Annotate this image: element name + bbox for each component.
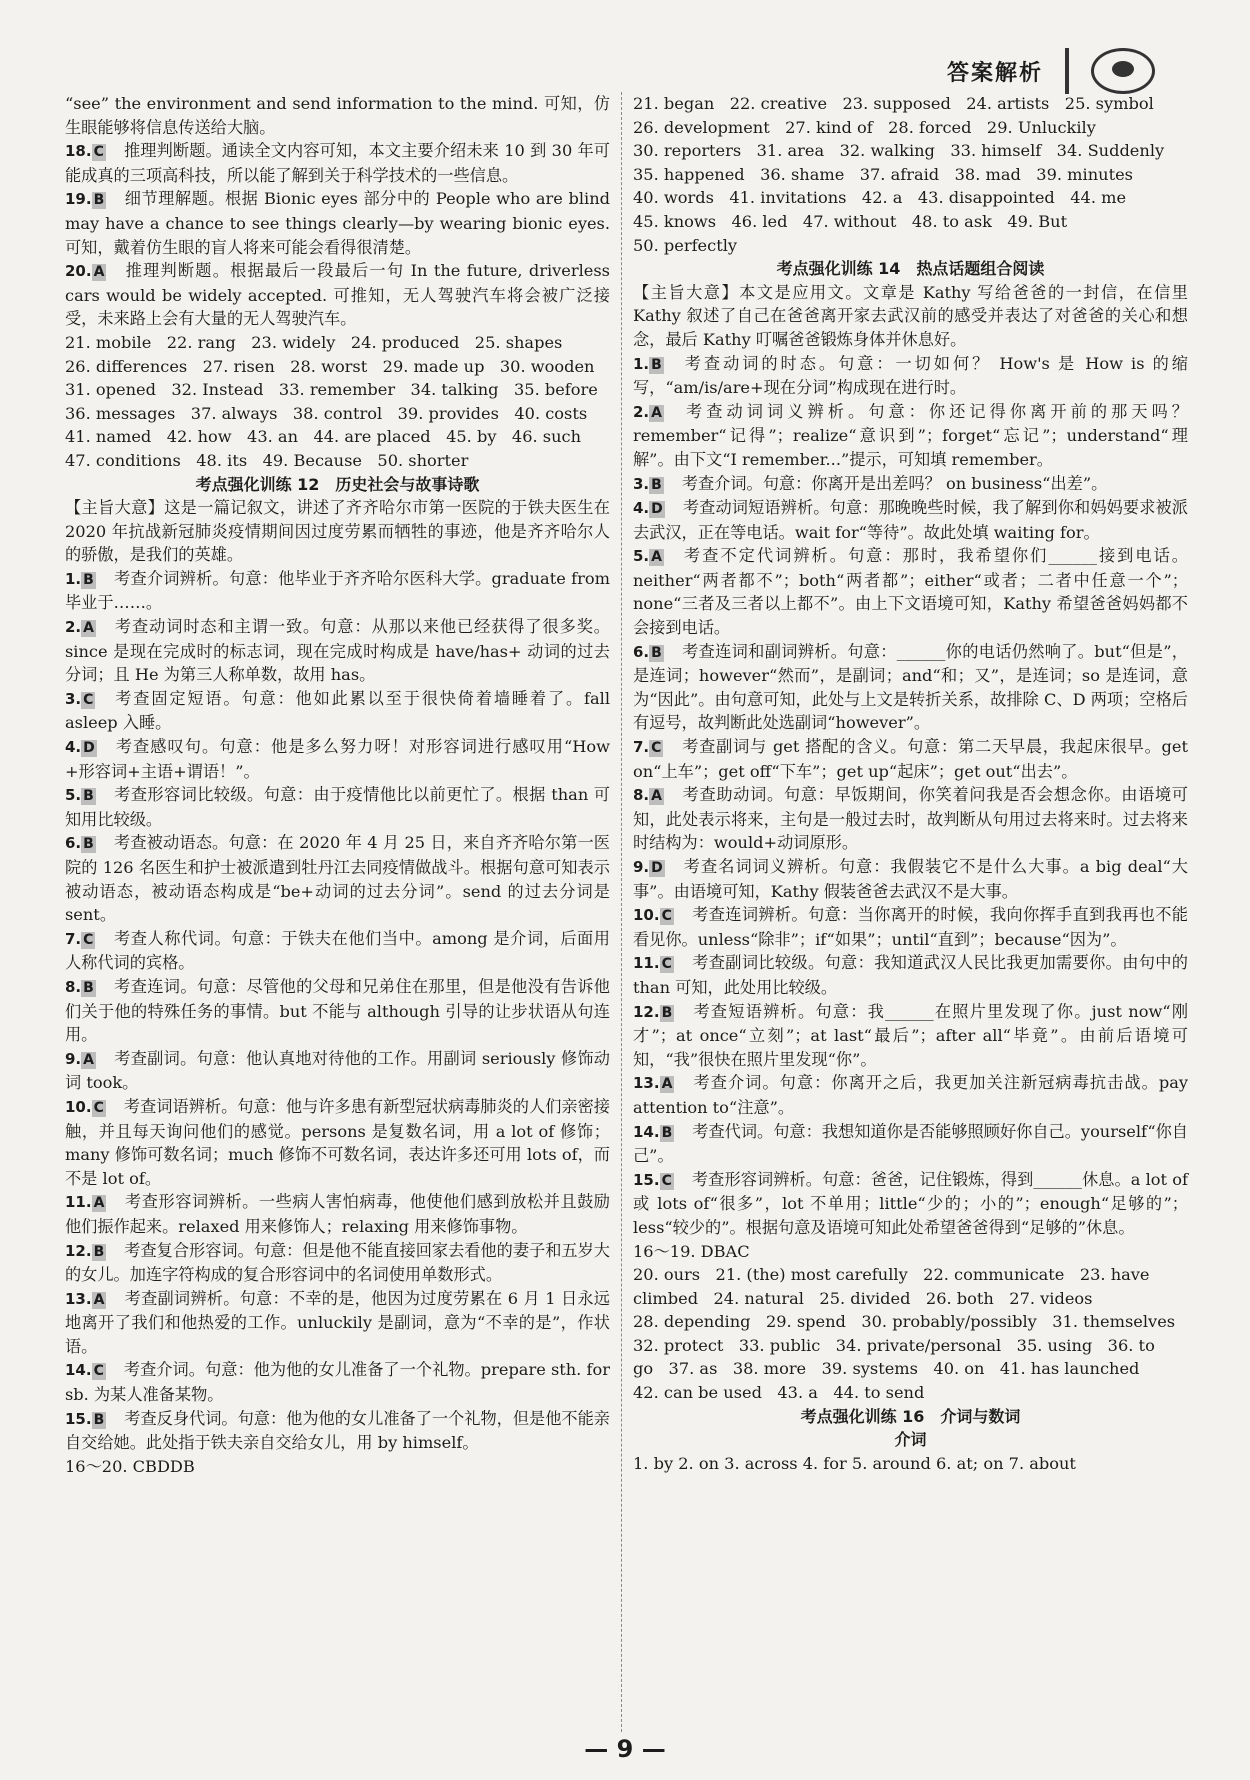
fill-line: 21. began 22. creative 23. supposed 24. artists 25. symbol	[633, 94, 1154, 113]
answer-item	[65, 1287, 610, 1359]
fill-line: climbed 24. natural 25. divided 26. both 27. videos	[633, 1288, 1093, 1308]
item-number: 9.	[65, 1049, 82, 1068]
explanation-text: 推理判断题。根据最后一段最后一句 In the future, driverless cars would be widely accepted. 可推知，无人驾驶汽车将会被广泛接受，未来路上会有大量的无人驾驶汽车。	[65, 261, 610, 329]
fill-line: 41. named 42. how 43. an 44. are placed 45. by 46. such	[65, 427, 582, 447]
item-number: 13.	[633, 1074, 660, 1093]
answer-badge: B	[93, 192, 105, 209]
answer-item	[65, 1095, 610, 1190]
fill-line: 50. perfectly	[633, 235, 738, 255]
fill-line: 28. depending 29. spend 30. probably/possibly 31. themselves	[633, 1312, 1176, 1332]
answer-badge: B	[83, 979, 94, 996]
explanation-text: 考查副词与 get 搭配的含义。句意：第二天早晨，我起床很早。get on“上车”；get off“下车”；get up“起床”；get out“出去”。	[633, 737, 1188, 781]
explanation-text: 推理判断题。通读全文内容可知，本文主要介绍未来 10 到 30 年可能成真的三项高科技，所以能了解到关于科学技术的一些信息。	[65, 141, 610, 185]
explanation-text: 考查短语辨析。句意：我______在照片里发现了你。just now“刚才”；at once“立刻”；at last“最后”；after all“毕竟”。由前后语境可知，“我”很快在照片里发现“你”。	[633, 1001, 1188, 1069]
item-number: 15.	[633, 1170, 660, 1189]
explanation-text: 考查名词词义辨析。句意：我假装它不是什么大事。a big deal“大事”。由语境可知，Kathy 假装爸爸去武汉不是大事。	[633, 857, 1188, 901]
answer-item	[65, 1407, 610, 1455]
item-number: 5.	[633, 547, 650, 566]
item-number: 8.	[65, 977, 82, 996]
answer-badge: A	[93, 1291, 105, 1308]
section-title-16: 考点强化训练 16 介词与数词	[800, 1406, 1021, 1426]
answer-item	[65, 1239, 610, 1287]
item-number: 9.	[633, 858, 650, 876]
explanation-text: 考查反身代词。句意：他为他的女儿准备了一个礼物，但是他不能亲自交给她。此处指于铁夫亲自交给女儿，用 by himself。	[65, 1408, 610, 1453]
answer-badge: C	[661, 1172, 672, 1189]
answer-badge: B	[661, 1004, 673, 1021]
explanation-text: 考查不定代词辨析。句意：那时，我希望你们______接到电话。neither“两者都不”；both“两者都”；either“或者；二者中任意一个”；none“三者及三者以上都不”。由上下文语境可知，Kathy 希望爸爸妈妈都不会接到电话。	[633, 546, 1188, 638]
answer-item	[65, 1358, 610, 1406]
answer-list-b	[65, 567, 610, 1455]
answer-item	[65, 187, 610, 259]
answer-item	[633, 544, 1188, 639]
explanation-text: 考查形容词辨析。句意：爸爸，记住锻炼，得到______休息。a lot of 或 lots of“很多”，lot 不单用；little“少的；小的”；enough“足够的”；less“较少的”。根据句意及语境可知此处希望爸爸得到“足够的”休息。	[633, 1169, 1188, 1237]
item-number: 10.	[633, 906, 660, 925]
item-number: 2.	[65, 618, 82, 637]
answer-badge: A	[651, 404, 662, 421]
page-number: — 9 —	[584, 1735, 666, 1763]
item-number: 19.	[65, 190, 92, 209]
page-header	[947, 48, 1155, 94]
answer-item	[633, 855, 1188, 903]
fill-line: 21. mobile 22. rang 23. widely 24. produced 25. shapes	[65, 332, 563, 352]
answer-badge: C	[83, 691, 94, 708]
item-number: 1.	[65, 569, 82, 588]
answer-item	[65, 615, 610, 687]
item-number: 11.	[633, 954, 660, 973]
answer-item	[65, 783, 610, 831]
item-number: 14.	[65, 1361, 92, 1380]
answer-item	[633, 640, 1188, 735]
fill-line: 40. words 41. invitations 42. a 43. disappointed 44. me	[633, 188, 1127, 208]
item-number: 1.	[633, 354, 650, 373]
explanation-text: 考查副词比较级。句意：我知道武汉人民比我更加需要你。由句中的 than 可知，此处用比较级。	[633, 953, 1188, 997]
answer-list-a	[65, 139, 610, 331]
answer-badge: D	[651, 860, 663, 876]
answer-list-c	[633, 352, 1188, 1240]
explanation-text: 考查被动语态。句意：在 2020 年 4 月 25 日，来自齐齐哈尔第一医院的 126 名医生和护士被派遣到牡丹江去同疫情做战斗。根据句意可知表示被动语态，被动语态构成是“be+动词的过去分词”。send 的过去分词是 sent。	[65, 833, 610, 925]
item-number: 14.	[633, 1122, 660, 1141]
answer-badge: B	[651, 476, 662, 493]
explanation-text: 考查介词。句意：你离开之后，我更加关注新冠病毒抗击战。pay attention to“注意”。	[633, 1073, 1188, 1117]
explanation-text: 考查介词。句意：你离开是出差吗？ on business“出差”。	[681, 473, 1108, 493]
answer-item	[633, 951, 1188, 999]
right-column	[633, 92, 1188, 1475]
fill-line: 26. development 27. kind of 28. forced 29. Unluckily	[633, 117, 1096, 137]
explanation-text: 考查连词辨析。句意：当你离开的时候，我向你挥手直到我再也不能看见你。unless“除非”；if“如果”；until“直到”；because“因为”。	[633, 905, 1188, 949]
summary-12: 【主旨大意】这是一篇记叙文，讲述了齐齐哈尔市第一医院的于铁夫医生在 2020 年抗战新冠肺炎疫情期间因过度劳累而牺牲的事迹，他是齐齐哈尔人的骄傲，是我们的英雄。	[65, 498, 610, 565]
answer-badge: B	[93, 1411, 105, 1428]
fill-line: 35. happened 36. shame 37. afraid 38. mad 39. minutes	[633, 164, 1133, 184]
item-number: 15.	[65, 1409, 92, 1428]
explanation-text: 考查连词和副词辨析。句意：______你的电话仍然响了。but“但是”，是连词；however“然而”，是副词；and“和；又”，是连词；so 是连词，意为“因此”。由句意可知，此处与上文是转折关系，故排除 C、D 两项；空格后有逗号，故判断此处选副词“however”。	[633, 641, 1188, 733]
intro-text: “see” the environment and send information to the mind. 可知，仿生眼能够将信息传送给大脑。	[65, 94, 610, 137]
item-number: 3.	[65, 689, 82, 708]
item-number: 5.	[65, 786, 82, 805]
fill-line: 45. knows 46. led 47. without 48. to ask 49. But	[633, 211, 1068, 231]
explanation-text: 考查代词。句意：我想知道你是否能够照顾好你自己。yourself“你自己”。	[633, 1121, 1188, 1166]
answer-badge: A	[83, 620, 94, 637]
item-number: 8.	[633, 786, 650, 805]
answer-item	[633, 1168, 1188, 1240]
answer-item	[65, 735, 610, 783]
explanation-text: 考查介词。句意：他为他的女儿准备了一个礼物。prepare sth. for sb. 为某人准备某物。	[65, 1360, 610, 1405]
answer-item	[65, 975, 610, 1047]
answer-badge: B	[83, 836, 94, 853]
item-number: 2.	[633, 402, 650, 421]
answer-badge: C	[83, 931, 94, 948]
header-divider	[1065, 48, 1069, 94]
fill-line: 20. ours 21. (the) most carefully 22. communicate 23. have	[633, 1265, 1150, 1285]
explanation-text: 考查形容词比较级。句意：由于疫情他比以前更忙了。根据 than 可知用比较级。	[65, 785, 610, 829]
answer-item	[65, 831, 610, 926]
answer-item	[633, 783, 1188, 855]
answer-item	[65, 259, 610, 331]
answer-badge: A	[83, 1051, 94, 1068]
explanation-text: 考查复合形容词。句意：但是他不能直接回家去看他的妻子和五岁大的女儿。加连字符构成的复合形容词中的名词使用单数形式。	[65, 1240, 610, 1285]
answer-badge: B	[661, 1124, 673, 1141]
explanation-text: 考查介词辨析。句意：他毕业于齐齐哈尔医科大学。graduate from 毕业于……。	[65, 568, 610, 613]
answer-badge: D	[83, 740, 95, 757]
answer-badge: C	[93, 1099, 104, 1116]
fill-line: 42. can be used 43. a 44. to send	[633, 1383, 925, 1403]
left-column	[65, 92, 610, 1478]
item-number: 7.	[633, 738, 650, 757]
answer-item	[633, 352, 1188, 400]
fill-line: 26. differences 27. risen 28. worst 29. made up 30. wooden	[65, 356, 595, 376]
item-number: 13.	[65, 1289, 92, 1308]
fill-line: 30. reporters 31. area 32. walking 33. himself 34. Suddenly	[633, 141, 1165, 161]
column-divider	[621, 92, 622, 1732]
answer-badge: C	[93, 1363, 104, 1380]
fill-in-list-b	[633, 92, 1188, 257]
explanation-text: 考查动词词义辨析。句意：你还记得你离开前的那天吗？ remember“记得”；realize“意识到”；forget“忘记”；understand“理解”。由下文“I remember...”提示，可知填 remember。	[633, 401, 1188, 469]
explanation-text: 考查动词短语辨析。句意：那晚晚些时候，我了解到你和妈妈要求被派去武汉，正在等电话。wait for“等待”。故此处填 waiting for。	[633, 498, 1188, 542]
answer-item	[633, 903, 1188, 951]
answer-badge: A	[93, 264, 105, 281]
fill-c-head: 16～19. DBAC	[633, 1241, 750, 1261]
item-number: 3.	[633, 474, 650, 493]
fill-line: 36. messages 37. always 38. control 39. provides 40. costs	[65, 403, 588, 423]
explanation-text: 考查助动词。句意：早饭期间，你笑着问我是否会想念你。由语境可知，此处表示将来，主句是一般过去时，故判断从句用过去将来时。过去将来时结构为：would+动词原形。	[633, 785, 1188, 853]
explanation-text: 考查固定短语。句意：他如此累以至于很快倚着墙睡着了。fall asleep 入睡。	[65, 688, 610, 733]
answer-badge: B	[651, 644, 662, 661]
item-number: 6.	[633, 642, 650, 661]
answer-badge: D	[651, 501, 663, 518]
publisher-logo-icon	[1091, 48, 1155, 94]
answer-badge: A	[651, 788, 662, 805]
answer-item	[65, 1190, 610, 1238]
answer-item	[633, 1071, 1188, 1119]
answer-item	[633, 1000, 1188, 1072]
fill-in-list-c	[633, 1263, 1188, 1405]
explanation-text: 细节理解题。根据 Bionic eyes 部分中的 People who are blind may have a chance to see things clearly—by wearing bionic eyes. 可知，戴着仿生眼的盲人将来可能会看得很清楚。	[65, 189, 610, 257]
answer-item	[65, 567, 610, 615]
answer-item	[633, 1120, 1188, 1168]
answer-item	[65, 139, 610, 187]
answer-item	[633, 496, 1188, 544]
fill-line: 32. protect 33. public 34. private/personal 35. using 36. to	[633, 1335, 1155, 1355]
section-title-14: 考点强化训练 14 热点话题组合阅读	[776, 259, 1045, 279]
header-title: 答案解析	[946, 60, 1043, 86]
answer-badge: C	[93, 144, 104, 161]
explanation-text: 考查副词。句意：他认真地对待他的工作。用副词 seriously 修饰动词 took。	[65, 1048, 610, 1093]
tail-answers: 16～20. CBDDB	[65, 1456, 195, 1476]
explanation-text: 考查动词时态和主谓一致。句意：从那以来他已经获得了很多奖。since 是现在完成时的标志词，现在完成时构成是 have/has+ 动词的过去分词；且 He 为第三人称单数，故用 has。	[65, 617, 610, 685]
last-line: 1. by 2. on 3. across 4. for 5. around 6. at; on 7. about	[633, 1453, 1076, 1473]
item-number: 7.	[65, 929, 82, 948]
item-number: 12.	[65, 1241, 92, 1260]
explanation-text: 考查人称代词。句意：于铁夫在他们当中。among 是介词，后面用人称代词的宾格。	[65, 928, 610, 973]
explanation-text: 考查感叹句。句意：他是多么努力呀！对形容词进行感叹用“How +形容词+主语+谓语！”。	[65, 737, 610, 781]
item-number: 4.	[65, 738, 82, 757]
explanation-text: 考查词语辨析。句意：他与许多患有新型冠状病毒肺炎的人们亲密接触，并且每天询问他们的感觉。persons 是复数名词，用 a lot of 修饰；many 修饰可数名词；much 修饰不可数名词，表达许多还可用 lots of，而不是 lot of。	[65, 1096, 610, 1188]
answer-badge: A	[93, 1195, 105, 1212]
item-number: 11.	[65, 1193, 92, 1212]
item-number: 10.	[65, 1097, 92, 1116]
item-number: 4.	[633, 499, 650, 518]
item-number: 12.	[633, 1002, 660, 1021]
answer-item	[65, 687, 610, 735]
answer-item	[633, 400, 1188, 472]
answer-badge: C	[651, 740, 662, 757]
answer-badge: A	[661, 1076, 673, 1093]
explanation-text: 考查连词。句意：尽管他的父母和兄弟住在那里，但是他没有告诉他们关于他的特殊任务的事情。but 不能与 although 引导的让步状语从句连用。	[65, 976, 610, 1045]
answer-badge: A	[651, 549, 662, 566]
summary-14: 【主旨大意】本文是应用文。文章是 Kathy 写给爸爸的一封信，在信里 Kathy 叙述了自己在爸爸离开家去武汉前的感受并表达了对爸爸的关心和想念，最后 Kathy 叮嘱爸爸锻炼身体并休息好。	[633, 282, 1188, 349]
subsection-title: 介词	[894, 1430, 927, 1450]
answer-badge: B	[93, 1243, 105, 1260]
fill-line: go 37. as 38. more 39. systems 40. on 41. has launched	[633, 1359, 1140, 1379]
section-title-12: 考点强化训练 12 历史社会与故事诗歌	[195, 474, 480, 494]
answer-item	[65, 1047, 610, 1095]
answer-badge: B	[83, 788, 94, 805]
item-number: 18.	[65, 142, 92, 161]
explanation-text: 考查形容词辨析。一些病人害怕病毒，他使他们感到放松并且鼓励他们振作起来。relaxed 用来修饰人；relaxing 用来修饰事物。	[65, 1192, 610, 1236]
answer-badge: B	[651, 356, 662, 373]
answer-badge: B	[83, 571, 94, 588]
item-number: 6.	[65, 834, 82, 853]
explanation-text: 考查副词辨析。句意：不幸的是，他因为过度劳累在 6 月 1 日永远地离开了我们和他热爱的工作。unluckily 是副词，意为“不幸的是”，作状语。	[65, 1288, 610, 1356]
answer-item	[633, 472, 1188, 497]
answer-item	[65, 927, 610, 975]
answer-item	[633, 735, 1188, 783]
item-number: 20.	[65, 262, 92, 281]
fill-line: 31. opened 32. Instead 33. remember 34. talking 35. before	[65, 380, 598, 400]
answer-badge: C	[661, 956, 672, 973]
fill-line: 47. conditions 48. its 49. Because 50. shorter	[65, 450, 469, 470]
fill-in-list-a	[65, 331, 610, 473]
answer-badge: C	[661, 908, 672, 925]
explanation-text: 考查动词的时态。句意：一切如何？ How's 是 How is 的缩写，“am/is/are+现在分词”构成现在进行时。	[633, 353, 1188, 398]
